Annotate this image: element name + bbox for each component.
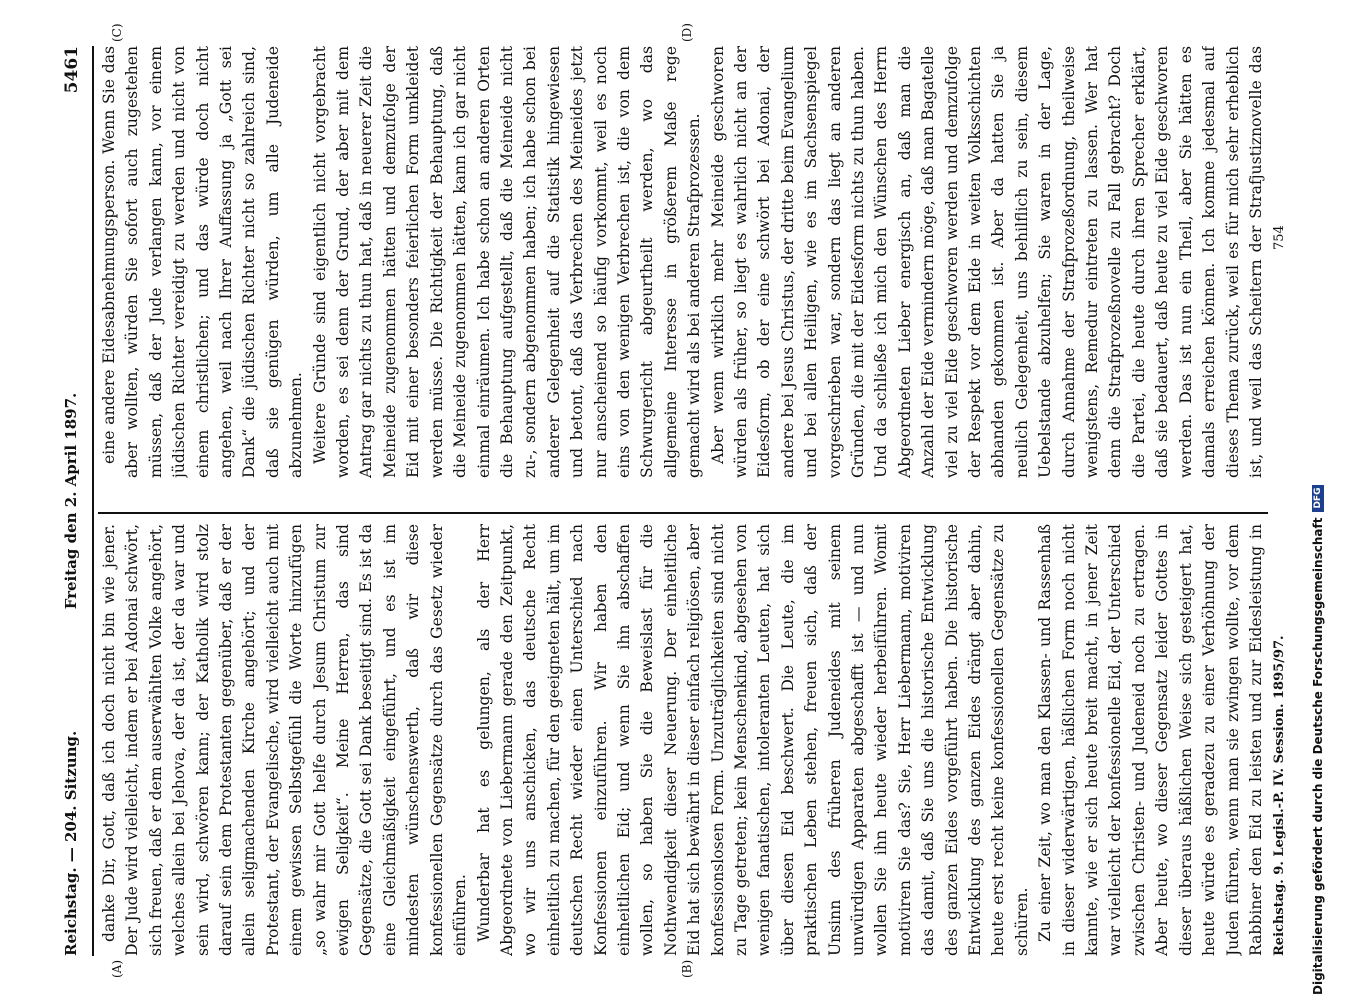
dfg-logo: DFG bbox=[1312, 485, 1324, 512]
text-column-left bbox=[98, 524, 1268, 956]
header-left: Reichstag. — 204. Sitzung. bbox=[62, 730, 80, 956]
margin-mark-a: (A) bbox=[110, 959, 124, 978]
page-header bbox=[52, 46, 92, 956]
margin-mark-d: (D) bbox=[680, 23, 694, 42]
paragraph: danke Dir, Gott, daß ich doch nicht bin wie jener. Der Jude wird vielleicht, indem er bei Adonai schwört, sich freuen, daß er dem auserwählten Volke angehört, welches allein bei Jehova, der da ist, der da war und sein wird, schwören kann; der Katholik wird stolz darauf sein dem Protestanten gegenüber, daß er der allein seligmachenden Kirche angehört; und der Protestant, der Evangelische, wird vielleicht auch mit einem gewissen Selbstgefühl die Worte hinzufügen „so wahr mir Gott helfe durch Jesum Christum zur ewigen Seligkeit“. Meine Herren, das sind Gegensätze, die Gott sei Dank beseitigt sind. Es ist da eine Gleichmäßigkeit eingeführt, und es ist im mindesten wünschenswerth, daß wir diese konfessionellen Gegensätze durch das Gesetz wieder einführen. bbox=[100, 524, 470, 956]
footer-page-code: 754 bbox=[1272, 225, 1287, 250]
paragraph: Wunderbar hat es gelungen, als der Herr Abgeordnete von Liebermann gerade den Zeitpunkt, wo wir uns anschicken, das deutsche Recht einheitlich zu machen, für den geeigneten hält, um im deutschen Recht wieder einen Unterschied nach Konfessionen einzuführen. Wir haben den einheitlichen Eid; und wenn Sie ihn abschaffen wollen, so haben Sie die Beweislast für die Nothwendigkeit dieser Neuerung. Der einheitliche Eid hat sich bewährt in dieser einfach religiösen, aber konfessionslosen Form. Unzuträglichkeiten sind nicht zu Tage getreten; kein Menschenkind, abgesehen von wenigen fanatischen, intoleranten Leuten, hat sich über diesen Eid beschwert. Die Leute, die im praktischen Leben stehen, freuen sich, daß der Unsinn des früheren Judeneides mit seinem unwürdigen Apparaten abgeschafft ist — und nun wollen Sie ihn heute wieder herbeiführen. Womit motiviren Sie das? Sie, Herr Liebermann, motiviren das damit, daß Sie uns die historische Entwicklung des ganzen Eides vorgeführt haben. Die historische Entwicklung des ganzen Eides drängt aber dahin, heute erst recht keine konfessionellen Gegensätze zu schüren. bbox=[474, 524, 1031, 956]
digitization-note: Digitalisierung gefördert durch die Deutsche Forschungsgemeinschaft bbox=[1311, 517, 1325, 995]
paragraph: Weitere Gründe sind eigentlich nicht vorgebracht worden, es sei denn der Grund, der aber mit dem Antrag gar nichts zu thun hat, daß in neuerer Zeit die Meineide zugenommen hätten und demzufolge der Eid mit einer besonders feierlichen Form umkleidet werden müsse. Die Richtigkeit der Behauptung, daß die Meineide zugenommen hätten, kann ich gar nicht einmal einräumen. Ich habe schon an anderen Orten die Behauptung aufgestellt, daß die Meineide nicht zu-, sondern abgenommen haben; ich habe schon bei anderer Gelegenheit auf die Statistik hingewiesen und betont, daß das Verbrechen des Meineides jetzt nur anscheinend so häufig vorkommt, weil es noch eins von den wenigen Verbrechen ist, die von dem Schwurgericht abgeurtheilt werden, wo das allgemeine Interesse in größerem Maße rege gemacht wird als bei anderen Strafprozessen. bbox=[310, 46, 704, 478]
header-rule bbox=[92, 46, 94, 956]
paragraph: Zu einer Zeit, wo man den Klassen- und Rassenhaß in dieser widerwärtigen, häßlichen Form noch nicht kannte, wie er sich heute breit macht, in jener Zeit war vielleicht der konfessionelle Eid, der Unterschied zwischen Christen- und Judeneid noch zu ertragen. Aber heute, wo dieser Gegensatz leider Gottes in dieser überaus häßlichen Weise sich gesteigert hat, heute würde es geradezu zu einer Verhöhnung der Juden führen, wenn man sie zwingen wollte, vor dem Rabbiner den Eid zu leisten und zur Eidesleistung in bbox=[1036, 524, 1265, 956]
footer-left: Reichstag. 9. Legisl.-P. IV. Session. 1895/97. bbox=[1272, 635, 1287, 956]
text-column-right bbox=[98, 46, 1268, 478]
digitization-strip bbox=[1298, 5, 1338, 995]
column-divider bbox=[98, 512, 1268, 514]
margin-mark-b: (B) bbox=[680, 959, 694, 978]
paragraph: Aber wenn wirklich mehr Meineide geschworen würden als früher, so liegt es wahrlich nicht an der Eidesform, ob der eine schwört bei Adonai, der andere bei Jesus Christus, der dritte beim Evangelium und bei allen Heiligen, wie es im Sachsenspiegel vorgeschrieben war, sondern das liegt an anderen Gründen, die mit der Eidesform nichts zu thun haben. Und da schließe ich mich den Wünschen des Herrn Abgeordneten Lieber energisch an, daß man die Anzahl der Eide vermindern möge, daß man Bagatelle viel zu viel Eide geschworen werden und demzufolge der Respekt vor dem Eide in weiten Volksschichten abhanden gekommen ist. Aber da hatten Sie ja neulich Gelegenheit, uns behilflich zu sein, diesem Uebelstande abzuhelfen; Sie waren in der Lage, durch Annahme der Strafprozeßordnung, theilweise wenigstens, Remedur eintreten zu lassen. Wer hat denn die Strafprozeßnovelle zu Fall gebracht? Doch die Partei, die heute durch ihren Sprecher erklärt, daß sie bedauert, daß heute zu viel Eide geschworen werden. Das ist nun ein Theil, aber Sie hätten es damals erreichen können. Ich komme jedesmal auf dieses Thema zurück, weil es für mich sehr erheblich ist, und weil das Scheitern der Strafjustiznovelle das bbox=[708, 46, 1265, 478]
header-center: Freitag den 2. April 1897. bbox=[62, 392, 80, 610]
page-number: 5461 bbox=[62, 46, 82, 94]
margin-mark-c: (C) bbox=[110, 23, 124, 42]
paragraph: eine andere Eidesabnehmungsperson. Wenn Sie das aber wollten, würden Sie sofort auch zugestehen müssen, daß der Jude verlangen kann, vor einem jüdischen Richter vereidigt zu werden und nicht von einem christlichen; und das würde doch nicht angehen, weil nach Ihrer Auffassung ja „Gott sei Dank“ die jüdischen Richter nicht so zahlreich sind, daß sie genügen würden, um alle Judeneide abzunehmen. bbox=[100, 46, 306, 478]
